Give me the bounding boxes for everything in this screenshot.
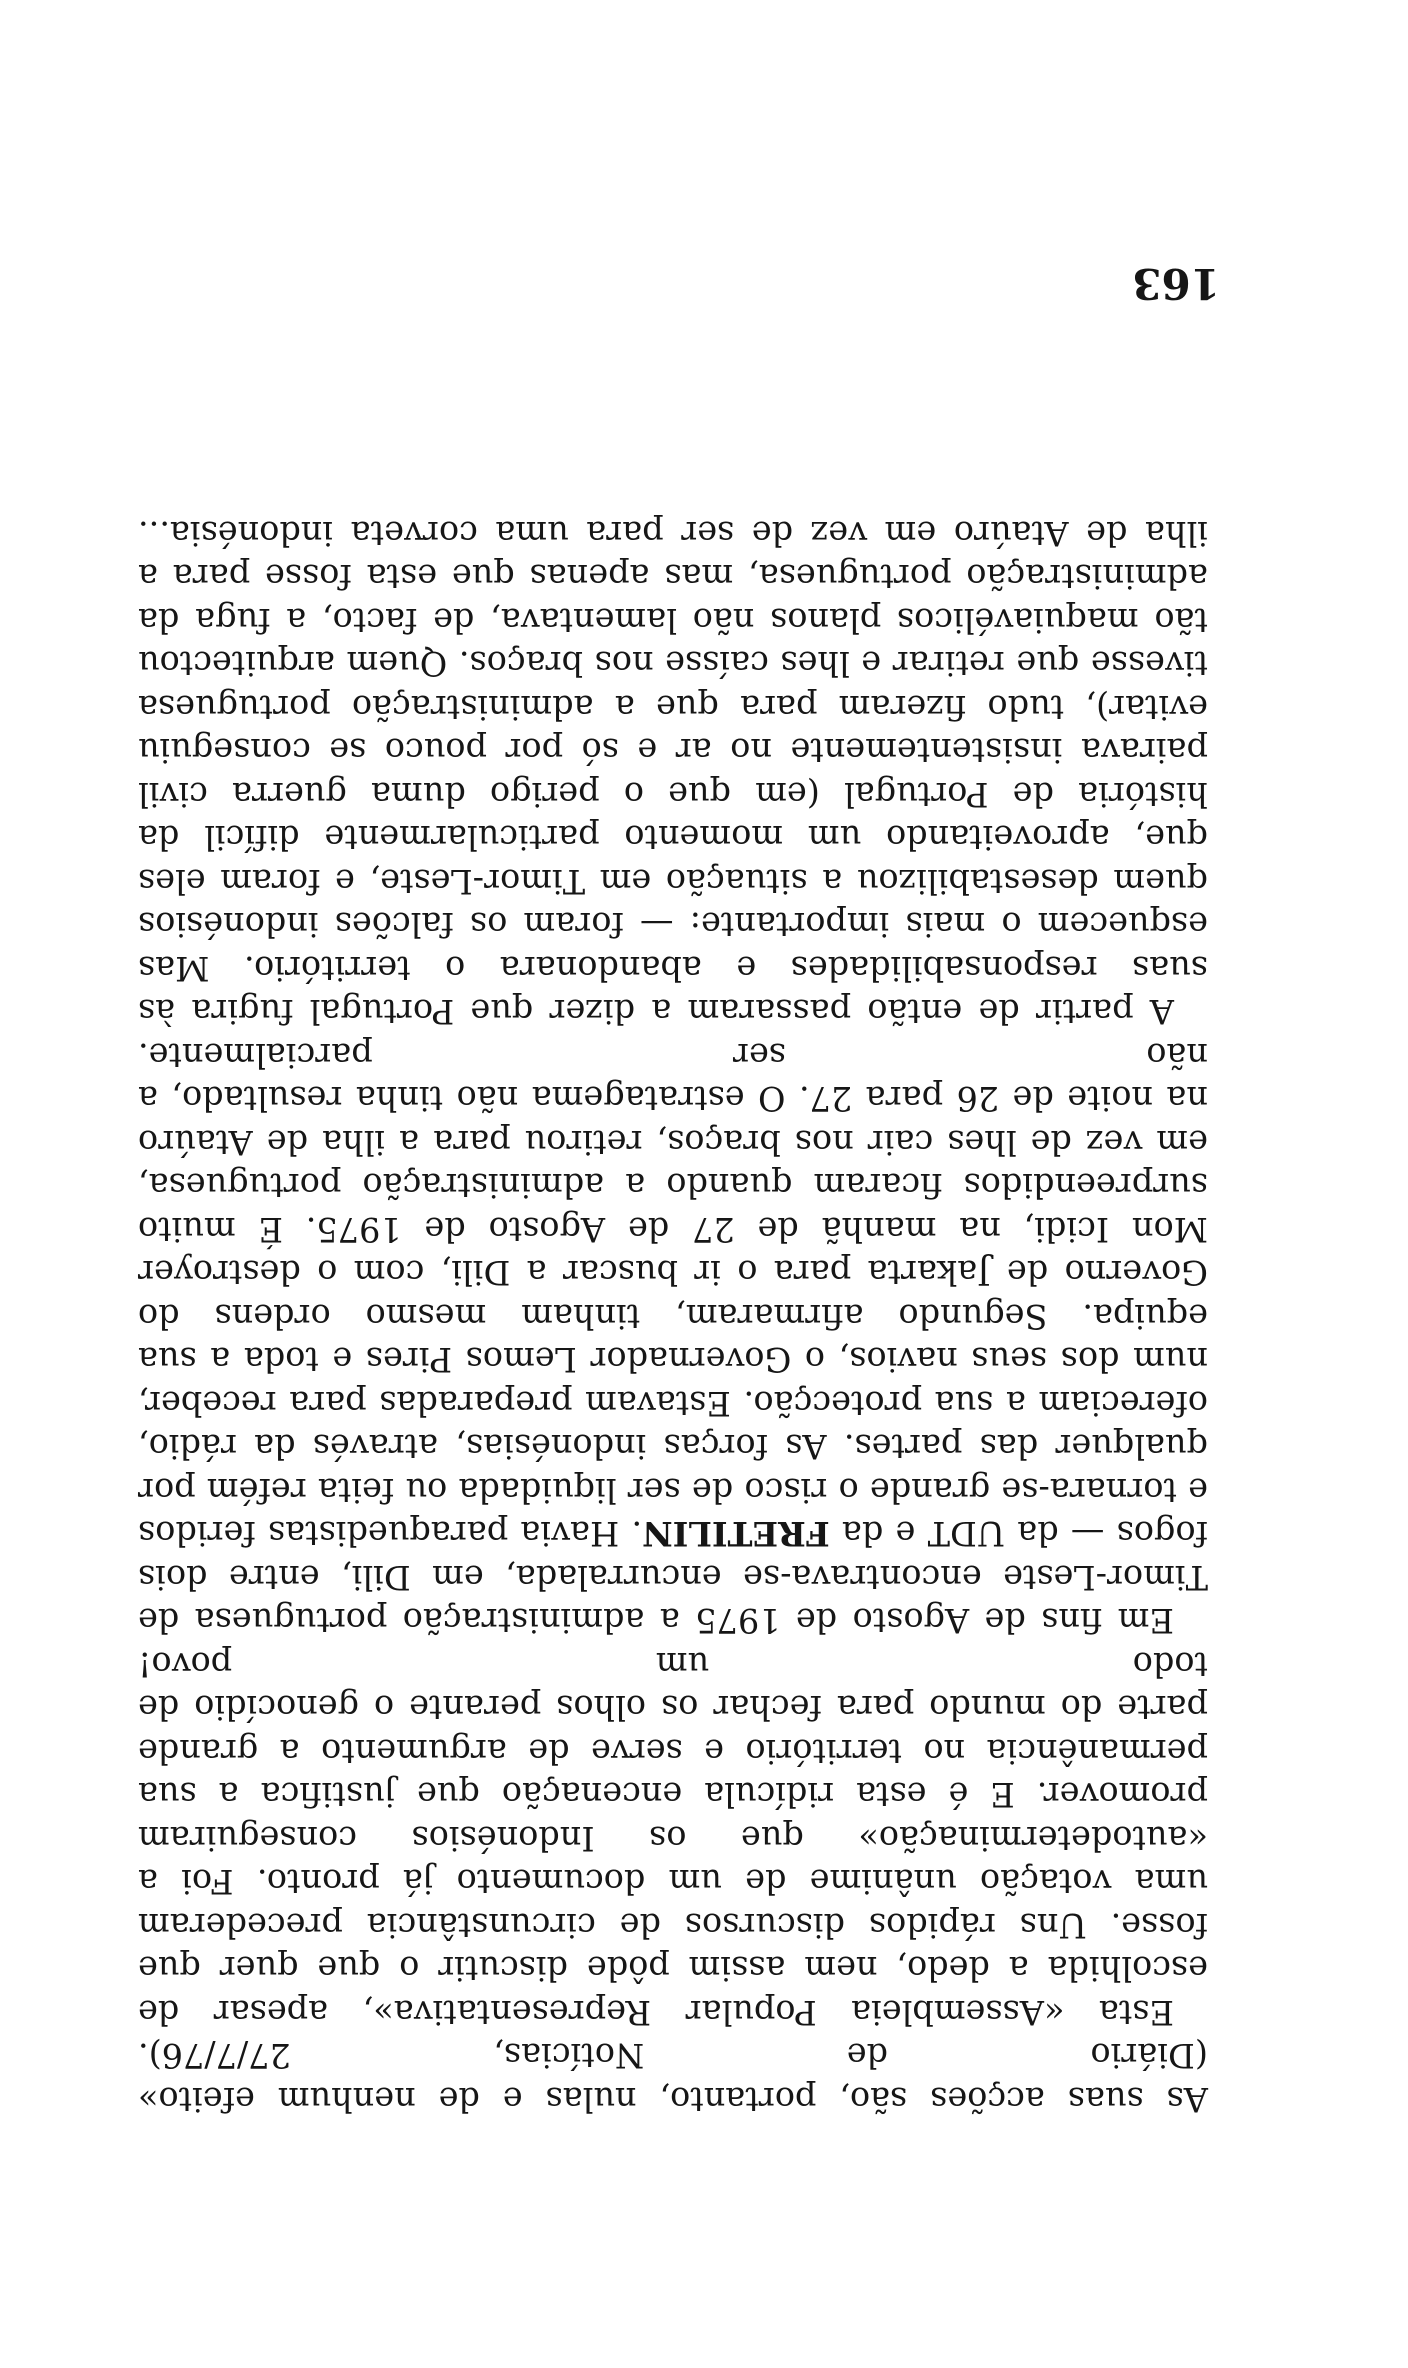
paragraph-1-text: As suas acções são, portanto, nulas e de nenhum efeito» (Diário de Notícias, 27/7/76). (138, 2036, 1208, 2119)
paragraph-2-text: Esta «Assembleia Popular Representativa», apesar de escolhida a dedo, nem assim pôde discutir o que quer que fosse. Uns rápidos discursos de circunstância precederam uma votação unânime de um documento já pronto. Foi a «autodeterminação» que os Indonésios conseguiram promover. E é esta ridícula encenação que justifica a sua permanência no território e serve de argumento a grande parte do mundo para fechar os olhos perante o genocídio de todo um povo! (138, 1645, 1208, 2032)
paragraph-3 (138, 1034, 1208, 1643)
paragraph-3-text-b: . Havia paraquedistas feridos e tornara-se grande o risco de ser liquidada ou feita refém por qualquer das partes. As forças indonésias, através da rádio, ofereciam a sua protecção. Estavam preparadas para receber, num dos seus navios, o Governador Lemos Pires e toda a sua equipa. Segundo afirmaram, tinham mesmo ordens do Governo de Jakarta para o ir buscar a Dili, com o destroyer Mon Icidi, na manhã de 27 de Agosto de 1975. É muito surpreendidos ficaram quando a administração portuguesa, em vez de lhes cair nos braços, retirou para a ilha de Ataúro na noite de 26 para 27. O estratagema não tinha resultado, a não ser parcialmente. (138, 1036, 1208, 1554)
page-number: 163 (1132, 259, 1220, 308)
paragraph-2 (138, 1643, 1208, 2035)
paragraph-3-text-a: Em fins de Agosto de 1975 a administração portuguesa de Timor-Leste encontrava-se encurralada, em Dili, entre dois fogos — da UDT e da (138, 1514, 1208, 1641)
body-text (138, 512, 1208, 2122)
paragraph-1 (138, 2034, 1208, 2121)
paragraph-4 (138, 512, 1208, 1034)
fretilin-bold: FRETILIN (642, 1514, 830, 1554)
paragraph-4-text: A partir de então passaram a dizer que Portugal fugira às suas responsabilidades e abandonara o território. Mas esquecem o mais importante: — foram os falcões indonésios quem desestabilizou a situação em Timor-Leste, e foram eles que, aproveitando um momento particularmente difícil da história de Portugal (em que o perigo duma guerra civil pairava insistentemente no ar e só por pouco se conseguiu evitar), tudo fizeram para que a administração portuguesa tivesse que retirar e lhes caísse nos braços. Quem arquitectou tão maquiavélicos planos não lamentava, de facto, a fuga da administração portuguesa, mas apenas que esta fosse para a ilha de Ataúro em vez de ser para uma corveta indonésia... (138, 514, 1208, 1032)
